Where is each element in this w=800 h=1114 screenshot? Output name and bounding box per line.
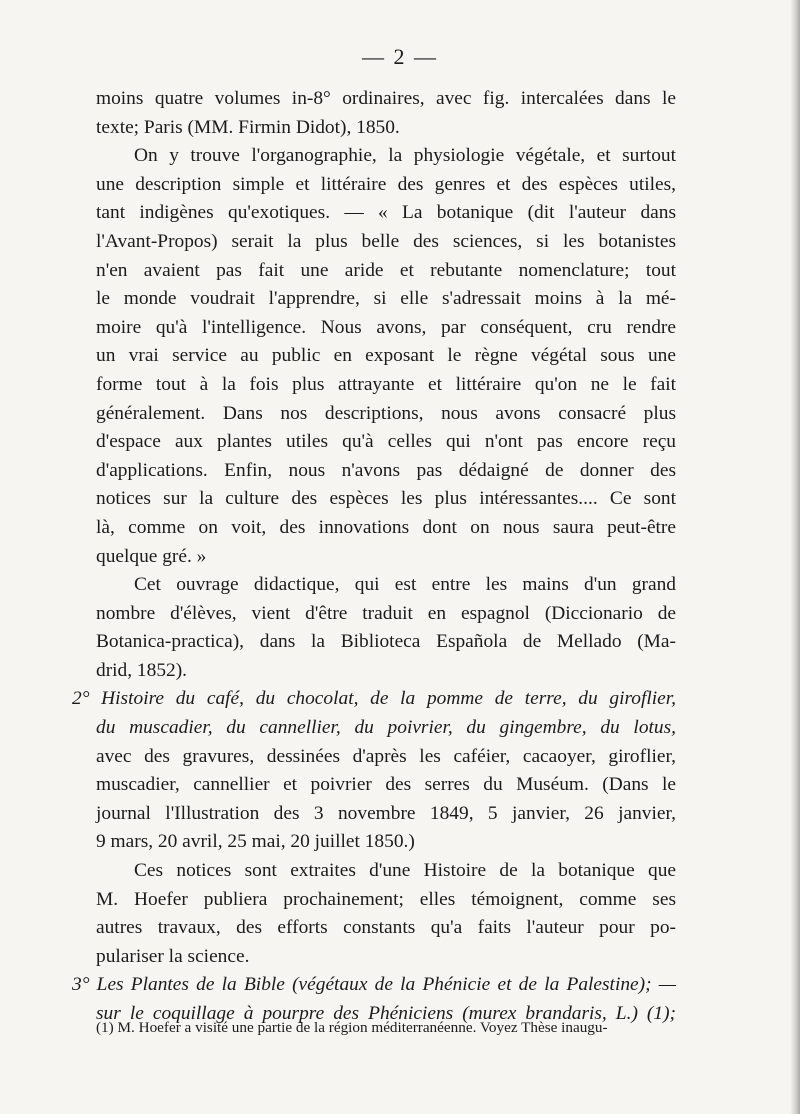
text-line: moire qu'à l'intelligence. Nous avons, par conséquent, cru rendre bbox=[96, 316, 676, 338]
text-line: sur le coquillage à pourpre des Phéniciens (murex brandaris, L.) (1); bbox=[96, 1003, 676, 1024]
text-line: d'espace aux plantes utiles qu'à celles qui n'ont pas encore reçu bbox=[96, 431, 676, 453]
text-line: muscadier, cannellier et poivrier des serres du Muséum. (Dans le bbox=[96, 774, 676, 796]
text-line: 3° Les Plantes de la Bible (végétaux de la Phénicie et de la Palestine); — bbox=[72, 974, 676, 996]
text-line: texte; Paris (MM. Firmin Didot), 1850. bbox=[96, 116, 400, 138]
text-line: forme tout à la fois plus attrayante et littéraire qu'on ne le fait bbox=[96, 373, 676, 395]
page-number: — 2 — bbox=[362, 44, 438, 69]
text-line: une description simple et littéraire des genres et des espèces utiles, bbox=[96, 173, 676, 195]
body-text bbox=[72, 85, 676, 1029]
text-line: moins quatre volumes in-8° ordinaires, avec fig. intercalées dans le bbox=[96, 88, 676, 109]
text-line: d'applications. Enfin, nous n'avons pas dédaigné de donner des bbox=[96, 459, 676, 481]
text-line: l'Avant-Propos) serait la plus belle des sciences, si les botanistes bbox=[96, 230, 676, 252]
text-line: On y trouve l'organographie, la physiologie végétale, et surtout bbox=[134, 145, 676, 167]
text-line: M. Hoefer publiera prochainement; elles témoignent, comme ses bbox=[96, 888, 676, 910]
list-item-2 bbox=[72, 685, 676, 857]
text-line: notices sur la culture des espèces les plus intéressantes.... Ce sont bbox=[96, 488, 676, 510]
text-line: nombre d'élèves, vient d'être traduit en espagnol (Diccionario de bbox=[96, 602, 676, 624]
text-line: 2° Histoire du café, du chocolat, de la pomme de terre, du giroflier, bbox=[72, 688, 676, 710]
text-line: drid, 1852). bbox=[96, 659, 188, 681]
text-line: Ces notices sont extraites d'une Histoire de la botanique que bbox=[134, 860, 676, 882]
text-line: du muscadier, du cannellier, du poivrier, du gingembre, du lotus, bbox=[96, 717, 676, 739]
paragraph-2 bbox=[96, 142, 676, 571]
text-line: autres travaux, des efforts constants qu'a faits l'auteur pour po- bbox=[96, 917, 676, 939]
text-line: généralement. Dans nos descriptions, nous avons consacré plus bbox=[96, 402, 676, 424]
text-line: tant indigènes qu'exotiques. — « La botanique (dit l'auteur dans bbox=[96, 202, 676, 224]
text-line: n'en avaient pas fait une aride et rebutante nomenclature; tout bbox=[96, 259, 676, 281]
paragraph-1 bbox=[96, 85, 676, 142]
text-line: avec des gravures, dessinées d'après les caféier, cacaoyer, giroflier, bbox=[96, 745, 676, 767]
paragraph-5 bbox=[96, 857, 676, 971]
text-line: pulariser la science. bbox=[96, 945, 250, 967]
text-line: là, comme on voit, des innovations dont on nous saura peut-être bbox=[96, 516, 676, 538]
text-line: Botanica-practica), dans la Biblioteca Española de Mellado (Ma- bbox=[96, 631, 676, 653]
text-line: Cet ouvrage didactique, qui est entre les mains d'un grand bbox=[134, 574, 676, 596]
text-line: 9 mars, 20 avril, 25 mai, 20 juillet 1850.) bbox=[96, 831, 415, 853]
text-line: le monde voudrait l'apprendre, si elle s'adressait moins à la mé- bbox=[96, 288, 676, 310]
text-line: journal l'Illustration des 3 novembre 1849, 5 janvier, 26 janvier, bbox=[96, 802, 676, 824]
text-line: quelque gré. » bbox=[96, 545, 207, 567]
footnote: (1) M. Hoefer a visité une partie de la région méditerranéenne. Voyez Thèse inaugu- bbox=[96, 1019, 608, 1036]
page-edge-shadow bbox=[790, 0, 800, 1114]
text-line: un vrai service au public en exposant le règne végétal sous une bbox=[96, 345, 676, 367]
paragraph-3 bbox=[96, 571, 676, 685]
